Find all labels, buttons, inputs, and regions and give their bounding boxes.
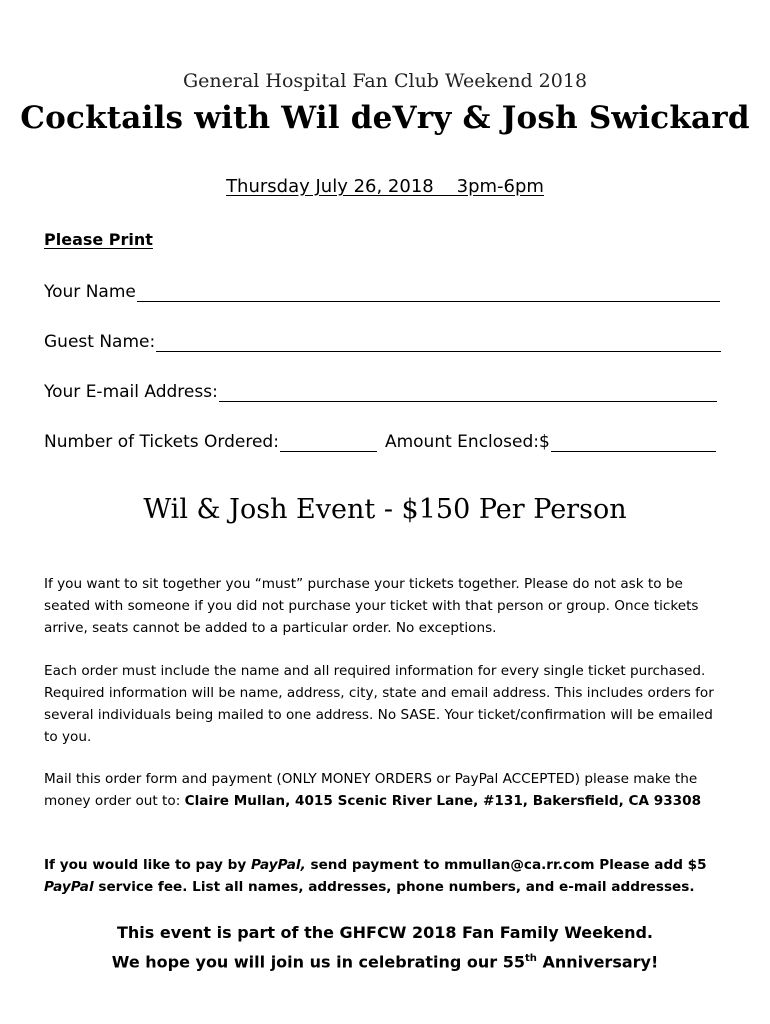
closing-line-2 [0,946,770,975]
amount-label: Amount Enclosed:$ [384,432,550,452]
closing-line-1: This event is part of the GHFCW 2018 Fan Family Weekend. [116,923,653,942]
email-field[interactable] [44,382,717,402]
mailing-address: Claire Mullan, 4015 Scenic River Lane, #131, Bakersfield, CA 93308 [184,793,702,809]
paypal-word: PayPal, [250,857,306,873]
event-date [0,176,770,197]
paragraph-mailing [44,768,724,812]
mailing-text: Mail this order form and payment (ONLY MONEY ORDERS or PayPal ACCEPTED) please make the money order out to: [44,771,698,809]
event-price-heading: Wil & Josh Event - $150 Per Person [143,494,627,525]
paypal-text-b: send payment to mmullan@ca.rr.com Please add $5 [305,857,707,873]
your-name-blank[interactable] [137,287,720,302]
email-blank[interactable] [219,387,717,402]
closing-ordinal: th [525,953,537,964]
paragraph-seating: If you want to sit together you “must” purchase your tickets together. Please do not ask to be seated with someone if you did not purchase your ticket with that person or group. Once tickets arrive, seats cannot be added to a particular order. No exceptions. [44,576,699,636]
event-date-text: Thursday July 26, 2018 3pm-6pm [226,176,544,197]
paypal-text-a: If you would like to pay by [44,857,251,873]
paragraph-requirements: Each order must include the name and all required information for every single ticket purchased. Required information will be name, address, city, state and email address. This includes orders for several individuals being mailed to one address. No SASE. Your ticket/confirmation will be emailed to you. [44,663,714,745]
guest-name-label: Guest Name: [44,332,156,352]
paypal-text-c: service fee. List all names, addresses, phone numbers, and e-mail addresses. [93,879,695,895]
paragraph-paypal [44,854,724,898]
guest-name-field[interactable] [44,332,721,352]
your-name-field[interactable] [44,282,720,302]
tickets-blank[interactable] [280,437,377,452]
paypal-word-2: PayPal [44,879,94,895]
closing-line-2-b: Anniversary! [536,952,659,972]
event-title: Cocktails with Wil deVry & Josh Swickard [20,100,750,136]
please-print-instruction: Please Print [44,230,153,249]
your-name-label: Your Name [44,282,136,302]
email-label: Your E-mail Address: [44,382,218,402]
tickets-amount-field[interactable] [44,432,716,452]
closing-line-2-a: We hope you will join us in celebrating our 55 [111,952,526,972]
amount-blank[interactable] [551,437,716,452]
event-subtitle: General Hospital Fan Club Weekend 2018 [182,70,588,92]
tickets-label: Number of Tickets Ordered: [44,432,279,452]
guest-name-blank[interactable] [156,337,721,352]
